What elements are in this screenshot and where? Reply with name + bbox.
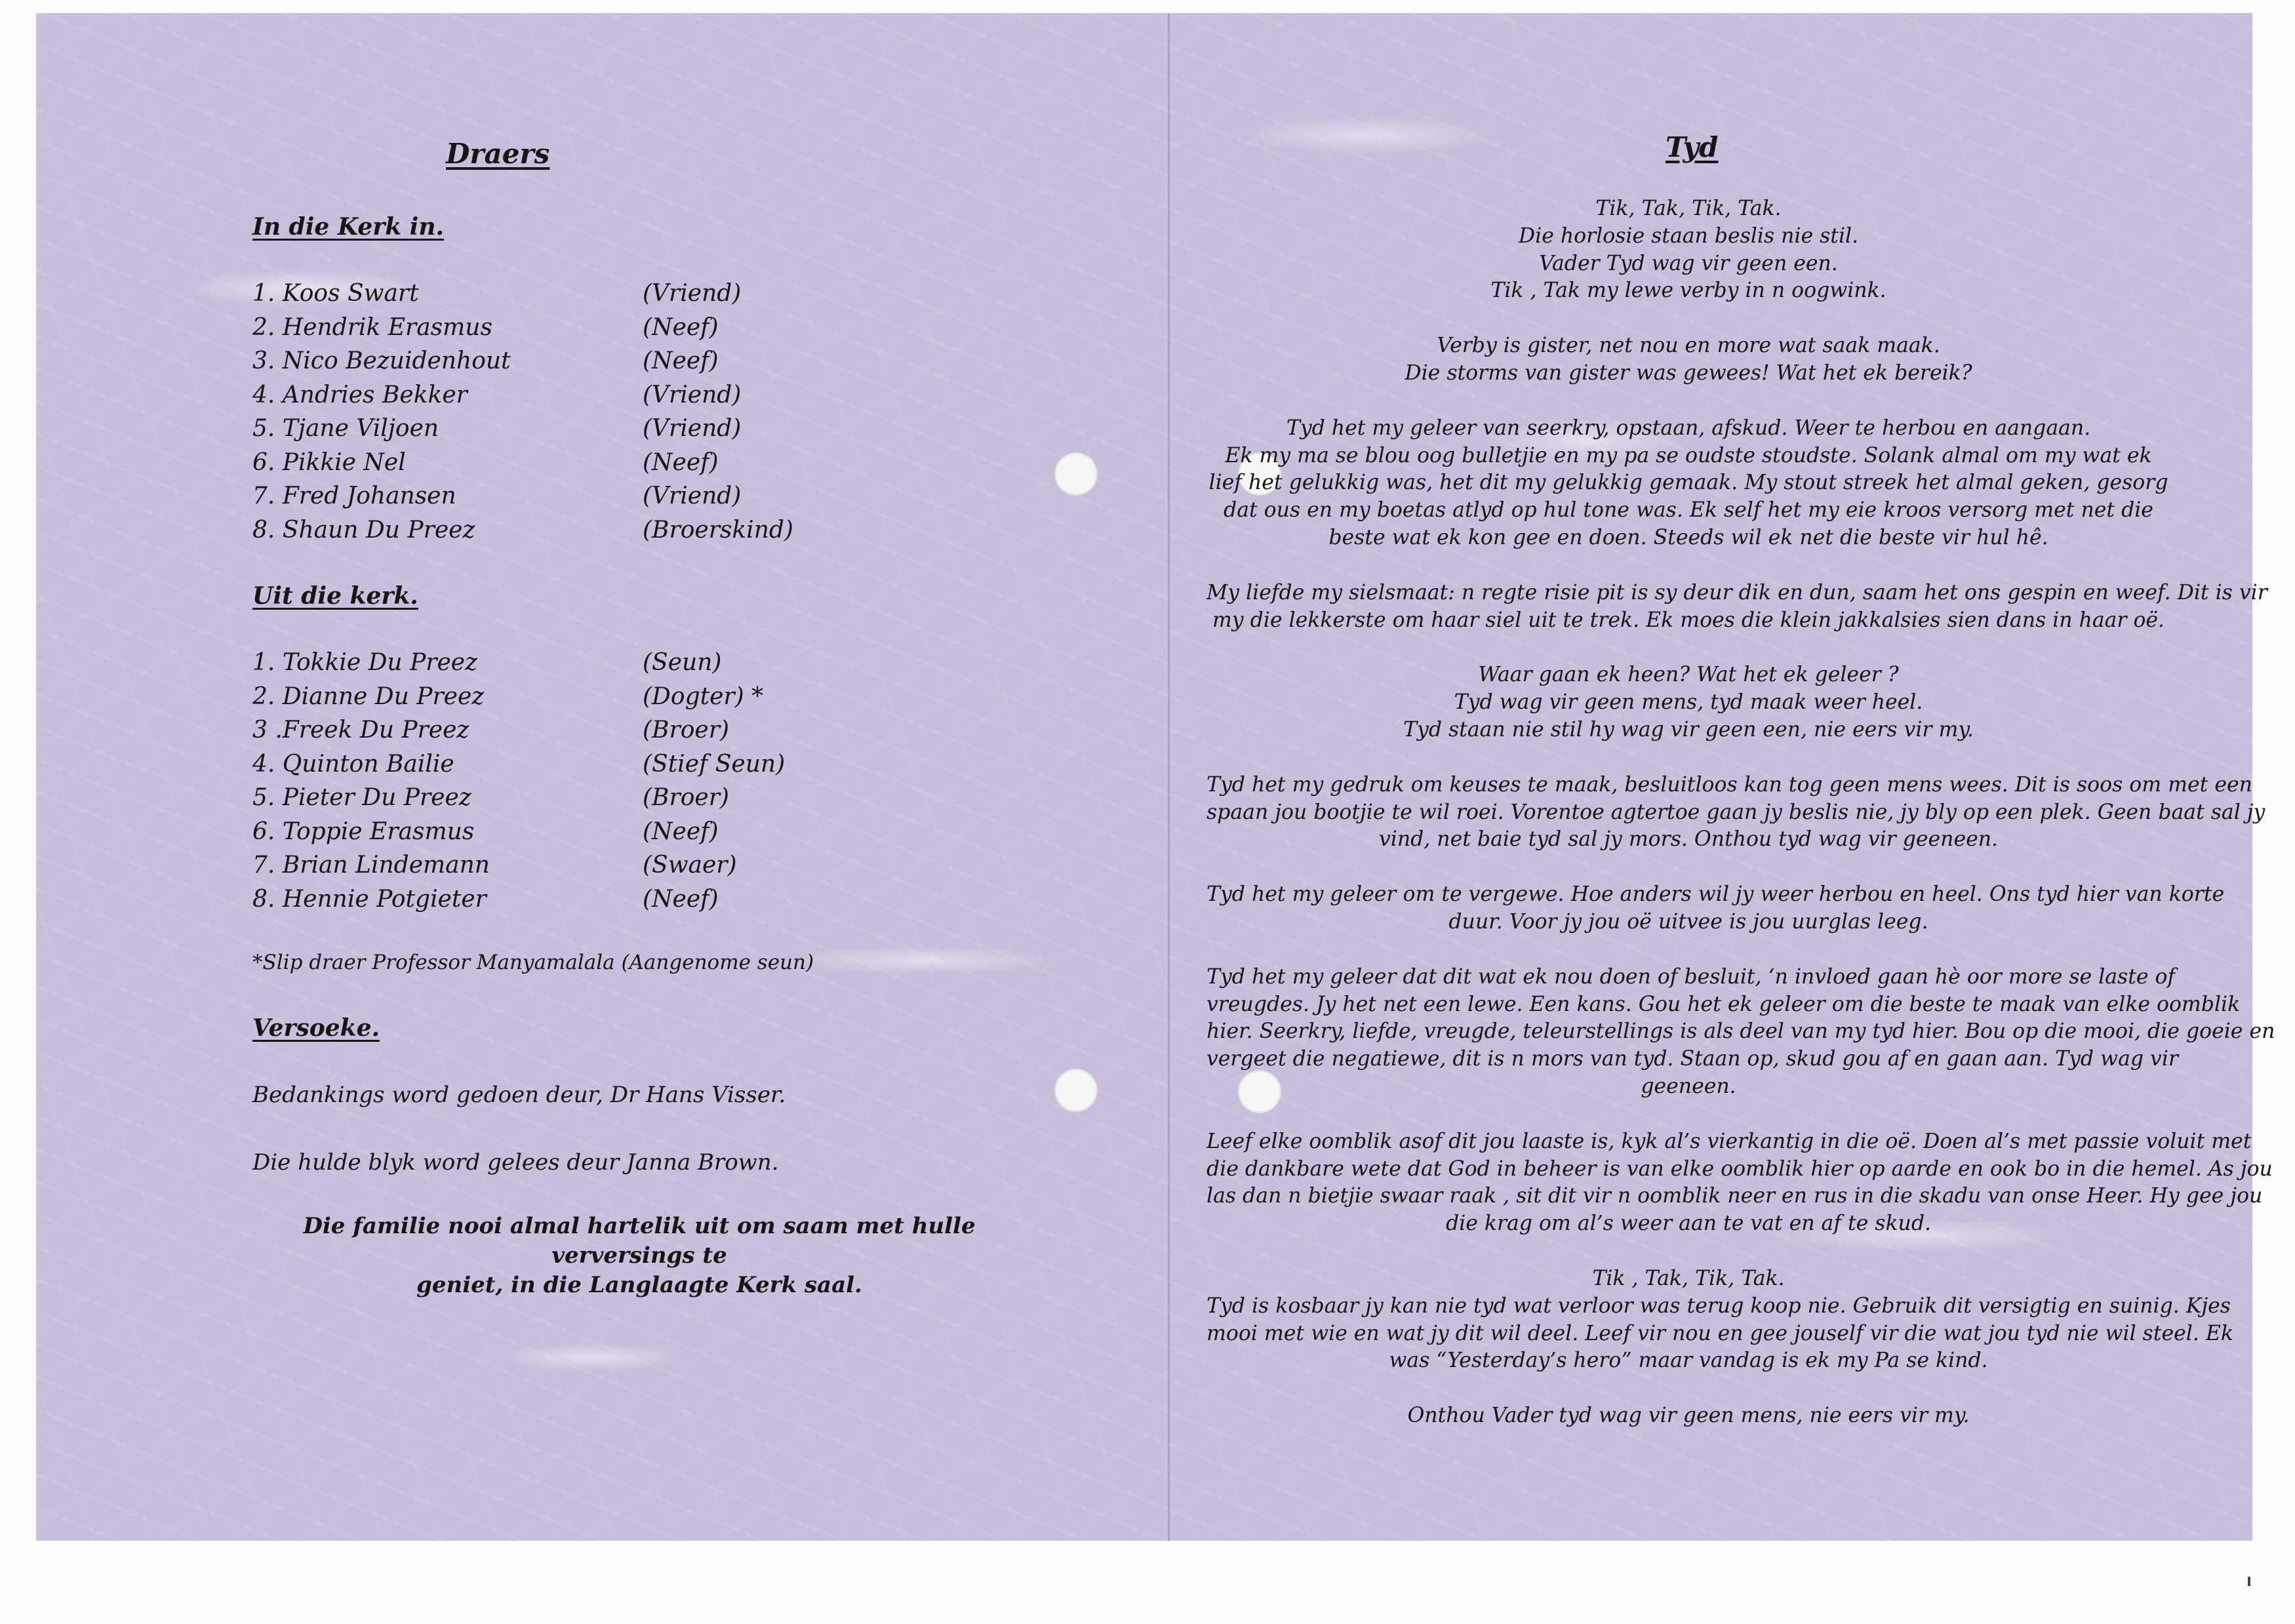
bearer-relation: (Vriend) [643,415,742,442]
poem-line: vind, net baie tyd sal jy mors. Onthou tyd wag vir geeneen. [1378,827,1999,852]
poem-line: geeneen. [1641,1074,1736,1098]
list-item [252,483,843,517]
list-item [252,751,843,785]
left-page-title: Draers [446,138,550,170]
punch-hole [1054,452,1098,496]
poem-line: Ek my ma se blou oog bulletjie en my pa se oudste stoudste. Solank almal om my wat ek [1225,443,2152,467]
poem-line: my die lekkerste om haar siel uit te trek. Ek moes die klein jakkalsies sien dans in haar oë. [1212,608,2165,632]
poem-line: Leef elke oomblik asof dit jou laaste is, kyk al’s vierkantig in die oë. Doen al’s met passie voluit met [1207,1129,2252,1153]
invitation-line: Die familie nooi almal hartelik uit om saam met hulle verversings te [303,1213,976,1269]
bearer-name: 2. Hendrik Erasmus [252,313,492,341]
poem-line: Tyd het my geleer van seerkry, opstaan, afskud. Weer te herbou en aangaan. [1286,416,2091,440]
bearer-name: 6. Pikkie Nel [252,448,406,476]
poem-line: hier. Seerkry, liefde, vreugde, teleurstellings is als deel van my tyd hier. Bou op die mooi, die goeie en [1207,1020,2275,1044]
bearer-name: 6. Toppie Erasmus [252,818,475,845]
bearer-name: 1. Tokkie Du Preez [252,649,478,676]
bearer-relation: (Vriend) [643,280,742,307]
poem-line: die krag om al’s weer aan te vat en af te skud. [1445,1212,1932,1236]
poem-stanza [1207,332,2170,387]
poem-line: Onthou Vader tyd wag vir geen mens, nie eers vir my. [1407,1404,1970,1428]
thanks-line: Bedankings word gedoen deur, Dr Hans Visser. [252,1082,786,1108]
poem-stanza [1207,1265,2233,1375]
bearer-relation: (Neef) [643,313,719,341]
poem-stanza [1207,1128,2273,1238]
bearer-relation: (Broerskind) [643,516,793,544]
bearer-name: 3 .Freek Du Preez [252,717,469,743]
bearer-name: 5. Tjane Viljoen [252,415,439,442]
list-item [252,649,843,683]
poem-stanza [1207,415,2170,552]
poem-line: mooi met wie en wat jy dit wil deel. Leef vir nou en gee jouself vir die wat jou tyd nie wil steel. Ek [1207,1321,2233,1345]
punch-hole [1054,1069,1098,1112]
refreshments-invitation [262,1212,1016,1300]
in-kerk-bearers-list [252,280,843,550]
bearer-name: 2. Dianne Du Preez [252,683,485,710]
poem-line: Tyd staan nie stil hy wag vir geen een, nie eers vir my. [1403,717,1974,742]
in-kerk-heading: In die Kerk in. [252,213,445,241]
poem-stanza [1207,1402,2170,1430]
bearer-relation: (Broer) [643,784,729,811]
scan-mark [2248,1577,2250,1586]
poem-line: dat ous en my boetas atlyd op hul tone was. Ek self het my eie kroos versorg met net die [1224,498,2153,523]
poem-stanza [1207,772,2265,854]
bearer-relation: (Neef) [643,448,719,476]
bearer-relation: (Neef) [643,347,719,374]
poem-stanza [1207,662,2170,743]
poem-line: spaan jou bootjie te wil roei. Vorentoe agtertoe gaan jy beslis nie, jy bly op een plek. Geen baat sal jy [1207,800,2265,824]
bearer-name: 1. Koos Swart [252,280,419,307]
poem-stanza [1207,964,2275,1101]
bearer-name: 7. Brian Lindemann [252,852,490,879]
list-item [252,347,843,382]
uit-kerk-heading: Uit die kerk. [252,582,418,610]
list-item [252,382,843,416]
uit-kerk-bearers-list [252,649,843,919]
invitation-line: geniet, in die Langlaagte Kerk saal. [416,1272,862,1298]
list-item [252,818,843,852]
list-item [252,717,843,751]
poem-stanza [1207,580,2267,635]
poem-line: vergeet die negatiewe, dit is n mors van tyd. Staan op, skud gou af en gaan aan. Tyd wag vir [1207,1047,2178,1071]
poem-line: Die storms van gister was gewees! Wat het ek bereik? [1405,361,1972,385]
bearer-relation: (Broer) [643,717,729,743]
bearer-name: 8. Shaun Du Preez [252,516,475,544]
bearer-relation: (Seun) [643,649,722,676]
list-item [252,449,843,483]
poem-line: Tyd het my geleer dat dit wat ek nou doen of besluit, ‘n invloed gaan hè oor more se laste of [1207,964,2176,989]
bearer-name: 4. Andries Bekker [252,381,468,408]
poem-line: My liefde my sielsmaat: n regte risie pit is sy deur dik en dun, saam het ons gespin en weef. Dit is vir [1207,580,2267,604]
bearer-relation: (Neef) [643,885,719,913]
right-page-title: Tyd [1666,131,1719,163]
poem-line: beste wat ek kon gee en doen. Steeds wil ek net die beste vir hul hê. [1328,525,2048,549]
poem-line: duur. Voor jy jou oë uitvee is jou uurglas leeg. [1448,909,1928,934]
bearer-name: 5. Pieter Du Preez [252,784,471,811]
poem-stanza [1207,881,2225,936]
bearer-name: 4. Quinton Bailie [252,750,454,778]
poem-line: las dan n bietjie swaar raak , sit dit vir n oomblik neer en rus in die skadu van onse Heer. Hy gee jou [1207,1184,2263,1208]
list-item [252,886,843,920]
bearer-name: 3. Nico Bezuidenhout [252,347,511,374]
poem-line: Tyd wag vir geen mens, tyd maak weer heel. [1454,690,1923,715]
poem-line: Tyd het my gedruk om keuses te maak, besluitloos kan tog geen mens wees. Dit is soos om met een [1207,772,2252,797]
poem-line: Tik, Tak, Tik, Tak. [1595,197,1782,220]
bearer-relation: (Vriend) [643,381,742,408]
poem-line: Die horlosie staan beslis nie stil. [1518,224,1859,248]
list-item [252,280,843,314]
bearer-relation: (Neef) [643,818,719,845]
bearer-relation: (Dogter) * [643,683,764,710]
poem-line: Tyd het my geleer om te vergewe. Hoe anders wil jy weer herbou en heel. Ons tyd hier van korte [1207,882,2225,907]
poem-line: Tik , Tak my lewe verby in n oogwink. [1490,279,1886,303]
poem-line: Verby is gister, net nou en more wat saak maak. [1437,334,1940,358]
poem-line: lief het gelukkig was, het dit my gelukkig gemaak. My stout streek het almal geken, gesorg [1208,471,2168,495]
tribute-line: Die hulde blyk word gelees deur Janna Brown. [252,1149,779,1176]
list-item [252,415,843,449]
bearer-name: 7. Fred Johansen [252,483,456,509]
list-item [252,683,843,717]
poem-line: was “Yesterday’s hero” maar vandag is ek my Pa se kind. [1389,1349,1988,1373]
bearer-name: 8. Hennie Potgieter [252,885,487,913]
list-item [252,314,843,348]
list-item [252,852,843,886]
bearer-relation: (Vriend) [643,483,742,509]
bearer-relation: (Swaer) [643,852,737,879]
center-fold-line [1168,13,1170,1541]
list-item [252,517,843,551]
slip-bearer-footnote: *Slip draer Professor Manyamalala (Aangenome seun) [252,951,814,974]
poem-line: vreugdes. Jy het net een lewe. Een kans. Gou het ek geleer om die beste te maak van elke oomblik [1207,992,2241,1016]
poem-line: Tik , Tak, Tik, Tak. [1592,1266,1785,1290]
poem-stanza [1207,195,2170,305]
poem-line: Vader Tyd wag vir geen een. [1539,251,1838,275]
poem-line: Tyd is kosbaar jy kan nie tyd wat verloor was terug koop nie. Gebruik dit versigtig en suinig. Kjes [1207,1294,2231,1318]
versoeke-heading: Versoeke. [252,1014,380,1042]
tyd-poem [1207,195,2275,1457]
list-item [252,784,843,818]
poem-line: die dankbare wete dat God in beheer is van elke oomblik hier op aarde en ook bo in die hemel. As jou [1207,1157,2273,1181]
poem-line: Waar gaan ek heen? Wat het ek geleer ? [1478,663,1899,687]
bearer-relation: (Stief Seun) [643,750,786,778]
